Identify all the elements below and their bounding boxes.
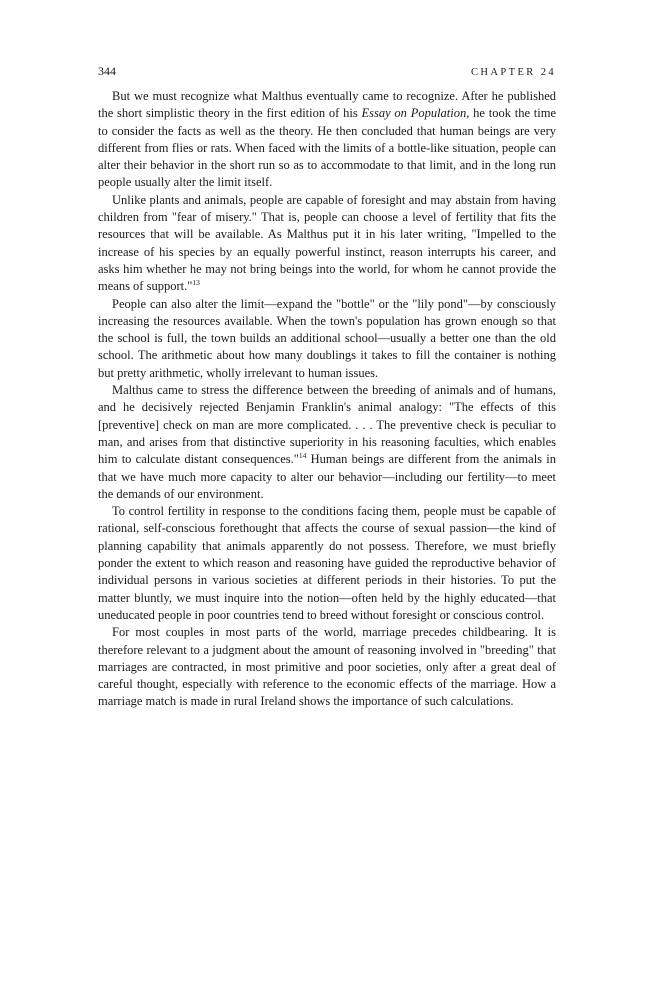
paragraph-4-text: Malthus came to stress the difference between the breeding of animals and of humans, and he decisively rejected Benjamin Franklin's animal analogy: "The effects of this [preventive] check on man are more complicated. . . . The preventive check is peculiar to man, and arises from that distinctive superiority in his reasoning faculties, which enables him to calculate distant consequences.": [98, 383, 556, 467]
footnote-ref-14: 14: [298, 451, 307, 461]
footnote-ref-13: 13: [192, 278, 200, 288]
body-text: [98, 88, 556, 711]
paragraph-5: [98, 503, 556, 624]
chapter-label: CHAPTER 24: [471, 67, 556, 78]
paragraph-3: [98, 296, 556, 382]
paragraph-5-text: To control fertility in response to the conditions facing them, people must be capable of rational, self-conscious forethought that affects the course of sexual passion—the kind of planning capability that animals apparently do not possess. Therefore, we must briefly ponder the extent to which reason and reasoning have guided the reproductive behavior of individual persons in various societies at different periods in their histories. To put the matter bluntly, we must inquire into the notion—often held by the highly educated—that uneducated people in poor countries tend to breed without foresight or conscious control.: [98, 504, 556, 622]
paragraph-4: [98, 382, 556, 503]
book-title-italic: Essay on Population: [361, 106, 467, 121]
paragraph-3-text: People can also alter the limit—expand the "bottle" or the "lily pond"—by consciously increasing the resources available. When the town's population has grown enough so that the school is full, the town builds an additional school—usually a better one than the old school. The arithmetic about how many doublings it takes to fill the container is nothing but pretty arithmetic, wholly irrelevant to human issues.: [98, 296, 556, 380]
paragraph-4-text-cont: Human beings are different from the animals in that we have much more capacity to alter our behavior—including our fertility—to meet the demands of our environment.: [98, 452, 557, 501]
paragraph-1: [98, 88, 556, 192]
paragraph-6: [98, 624, 556, 710]
book-page: [98, 64, 556, 711]
paragraph-1-text: But we must recognize what Malthus eventually came to recognize. After he published the short simplistic theory in the first edition of his: [98, 89, 556, 121]
paragraph-2-text: Unlike plants and animals, people are capable of foresight and may abstain from having children from "fear of misery." That is, people can choose a level of fertility that fits the resources that will be available. As Malthus put it in his later writing, "Impelled to the increase of his species by an equally powerful instinct, reason interrupts his career, and asks him whether he may not bring beings into the world, for whom he cannot provide the means of support.": [98, 192, 556, 294]
paragraph-2: [98, 192, 556, 296]
running-header: [98, 64, 556, 84]
page-number: 344: [98, 64, 116, 78]
paragraph-6-text: For most couples in most parts of the world, marriage precedes childbearing. It is therefore relevant to a judgment about the amount of reasoning involved in "breeding" that marriages are contracted, in most primitive and poor societies, only after a great deal of careful thought, especially with reference to the economic effects of the marriage. How a marriage match is made in rural Ireland shows the importance of such calculations.: [98, 625, 556, 709]
paragraph-1-text-cont: , he took the time to consider the facts as well as the theory. He then concluded that human beings are very different from flies or rats. When faced with the limits of a bottle-like situation, people can alter their behavior in the short run so as to accommodate to that limit, and in the long run people usually alter the limit itself.: [98, 106, 557, 190]
